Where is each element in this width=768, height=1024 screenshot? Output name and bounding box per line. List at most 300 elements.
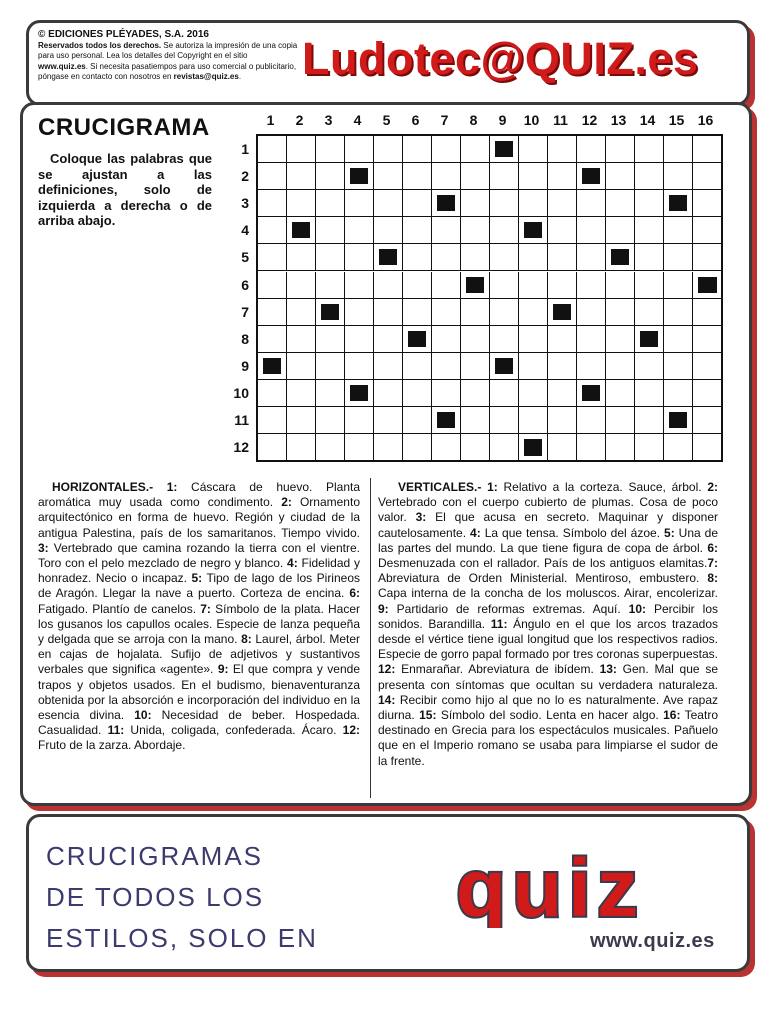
grid-cell[interactable] (287, 380, 316, 407)
clue-text: Fatigado. Plantío de canelos. (38, 601, 201, 616)
clue-number: 11: (490, 616, 508, 631)
clue-number: 10: (628, 601, 647, 616)
column-number: 16 (697, 112, 714, 128)
grid-cell[interactable] (374, 163, 403, 190)
clue-text: Una de las partes del mundo. La que tiene figura de copa de árbol. (378, 525, 719, 555)
grid-cell[interactable] (606, 136, 635, 163)
grid-cell[interactable] (258, 407, 287, 434)
grid-cell[interactable] (577, 353, 606, 380)
grid-cell[interactable] (345, 407, 374, 434)
black-cell (258, 353, 287, 380)
clue-number: 10: (134, 708, 152, 723)
grid-cell[interactable] (374, 136, 403, 163)
column-number: 5 (382, 112, 391, 128)
grid-cell[interactable] (548, 136, 577, 163)
copyright-site-link[interactable]: www.quiz.es (38, 61, 86, 71)
clue-text: Partidario de reformas extremas. Aquí. (388, 601, 629, 616)
grid-cell[interactable] (664, 299, 693, 326)
grid-cell[interactable] (345, 217, 374, 244)
grid-cell[interactable] (403, 163, 432, 190)
grid-cell[interactable] (548, 353, 577, 380)
copyright-title: © EDICIONES PLÉYADES, S.A. 2016 (38, 29, 209, 40)
black-cell (664, 407, 693, 434)
grid-cell[interactable] (287, 407, 316, 434)
clue-number: 9: (378, 601, 389, 616)
brand-logo: Ludotec@QUIZ.es (302, 33, 699, 84)
grid-cell[interactable] (548, 434, 577, 461)
grid-cell[interactable] (519, 299, 548, 326)
grid-cell[interactable] (258, 434, 287, 461)
grid-cell[interactable] (287, 190, 316, 217)
grid-cell[interactable] (693, 353, 722, 380)
black-cell (287, 217, 316, 244)
promo-line-2: DE TODOS LOS (46, 882, 265, 912)
grid-cell[interactable] (577, 326, 606, 353)
grid-cell[interactable] (664, 434, 693, 461)
copyright-end: . (238, 72, 242, 81)
grid-cell[interactable] (432, 136, 461, 163)
grid-cell[interactable] (258, 299, 287, 326)
column-number: 6 (411, 112, 420, 128)
grid-cell[interactable] (519, 380, 548, 407)
quiz-logo (360, 852, 750, 933)
column-number: 7 (440, 112, 449, 128)
grid-cell[interactable] (374, 326, 403, 353)
grid-cell[interactable] (461, 326, 490, 353)
row-number: 12 (233, 439, 249, 456)
grid-cell[interactable] (490, 244, 519, 271)
column-number: 8 (469, 112, 478, 128)
promo-line-3: ESTILOS, SOLO EN (46, 923, 318, 953)
column-number: 2 (295, 112, 304, 128)
clue-text: Vertebrado con el cuerpo cubierto de plumas. Cosa de poco valor. (378, 495, 718, 525)
grid-cell[interactable] (461, 407, 490, 434)
column-number: 14 (639, 112, 656, 128)
grid-cell[interactable] (287, 136, 316, 163)
row-number: 2 (241, 168, 249, 185)
clues-divider (370, 478, 371, 798)
promo-text (46, 836, 318, 959)
grid-cell[interactable] (316, 217, 345, 244)
grid-cell[interactable] (461, 244, 490, 271)
grid-cell[interactable] (490, 299, 519, 326)
grid-cell[interactable] (490, 272, 519, 299)
column-number: 4 (353, 112, 362, 128)
grid-cell[interactable] (490, 217, 519, 244)
grid-cell[interactable] (693, 434, 722, 461)
black-cell (403, 326, 432, 353)
clue-text: Capa interna de la concha de los moluscos. Airar, encolerizar. (378, 586, 718, 601)
grid-cell[interactable] (490, 163, 519, 190)
black-cell (519, 217, 548, 244)
grid-cell[interactable] (635, 190, 664, 217)
grid-cell[interactable] (664, 353, 693, 380)
grid-cell[interactable] (258, 326, 287, 353)
column-number: 12 (581, 112, 598, 128)
grid-cell[interactable] (519, 244, 548, 271)
grid-cell[interactable] (345, 434, 374, 461)
quiz-logo-text: quiz (456, 852, 644, 928)
grid-cell[interactable] (664, 272, 693, 299)
clue-text: Relativo a la corteza. Sauce, árbol. (497, 480, 708, 494)
grid-cell[interactable] (403, 217, 432, 244)
column-number: 11 (553, 112, 568, 128)
grid-cell[interactable] (606, 353, 635, 380)
grid-cell[interactable] (693, 299, 722, 326)
grid-cell[interactable] (316, 190, 345, 217)
column-number: 10 (523, 112, 540, 128)
grid-cell[interactable] (664, 326, 693, 353)
grid-cell[interactable] (287, 434, 316, 461)
grid-cell[interactable] (345, 299, 374, 326)
row-number: 10 (233, 384, 249, 401)
grid-cell[interactable] (432, 434, 461, 461)
grid-cell[interactable] (693, 163, 722, 190)
grid-cell[interactable] (635, 353, 664, 380)
grid-cell[interactable] (490, 434, 519, 461)
grid-cell[interactable] (693, 190, 722, 217)
clue-number: 2: (707, 480, 718, 494)
black-cell (432, 407, 461, 434)
grid-cell[interactable] (374, 217, 403, 244)
clue-number: 14: (378, 692, 396, 707)
promo-url[interactable]: www.quiz.es (590, 930, 715, 952)
grid-cell[interactable] (548, 326, 577, 353)
clue-number: 4: (470, 525, 481, 540)
vertical-clues (378, 480, 718, 769)
grid-cell[interactable] (258, 217, 287, 244)
grid-cell[interactable] (635, 244, 664, 271)
clue-text: Ángulo en el que los arcos trazados desde el vértice tiene igual longitud que los respectivos radios. Especie de gorro papal formado por tres coronas superpuestas. (378, 616, 718, 662)
grid-cell[interactable] (374, 380, 403, 407)
horizontal-clues (38, 480, 360, 754)
grid-cell[interactable] (403, 244, 432, 271)
clue-text: Laurel, árbol. Meter en cajas de hojalata. Sufijo de adjetivos y sustantivos verbales que significa «agente». (38, 632, 361, 677)
clue-number: 12: (378, 662, 396, 677)
grid-cell[interactable] (403, 434, 432, 461)
grid-cell[interactable] (548, 380, 577, 407)
grid-cell[interactable] (635, 136, 664, 163)
column-number: 3 (324, 112, 333, 128)
grid-cell[interactable] (432, 244, 461, 271)
grid-cell[interactable] (693, 217, 722, 244)
clue-number: 12: (342, 723, 360, 738)
grid-cell[interactable] (258, 272, 287, 299)
clue-text: Percibir los sonidos. Barandilla. (378, 601, 718, 631)
black-cell (432, 190, 461, 217)
grid-cell[interactable] (461, 380, 490, 407)
clue-text: El que acusa en secreto. Maquinar y disponer cautelosamente. (378, 510, 719, 540)
clue-number: 3: (415, 510, 427, 525)
clue-number: 8: (707, 571, 718, 586)
clue-number: 9: (217, 662, 229, 677)
grid-cell[interactable] (461, 163, 490, 190)
grid-cell[interactable] (664, 217, 693, 244)
grid-cell[interactable] (635, 163, 664, 190)
grid-cell[interactable] (258, 190, 287, 217)
column-number: 13 (610, 112, 627, 128)
puzzle-title: CRUCIGRAMA (38, 114, 210, 141)
grid-cell[interactable] (316, 353, 345, 380)
clue-number: 8: (241, 632, 252, 647)
grid-cell[interactable] (432, 353, 461, 380)
grid-cell[interactable] (258, 244, 287, 271)
grid-cell[interactable] (461, 136, 490, 163)
clue-text: La que tensa. Símbolo del ázoe. (480, 525, 665, 540)
clues-heading: HORIZONTALES.- (52, 480, 167, 494)
column-number: 9 (498, 112, 507, 128)
grid-cell[interactable] (519, 407, 548, 434)
grid-cell[interactable] (432, 217, 461, 244)
grid-cell[interactable] (606, 190, 635, 217)
copyright-rights: Reservados todos los derechos. (38, 40, 162, 50)
grid-cell[interactable] (345, 272, 374, 299)
black-cell (548, 299, 577, 326)
black-cell (664, 190, 693, 217)
grid-cell[interactable] (403, 407, 432, 434)
grid-cell[interactable] (664, 136, 693, 163)
grid-cell[interactable] (461, 434, 490, 461)
grid-cell[interactable] (287, 272, 316, 299)
grid-cell[interactable] (316, 244, 345, 271)
grid-cell[interactable] (345, 190, 374, 217)
black-cell (461, 272, 490, 299)
grid-cell[interactable] (577, 244, 606, 271)
grid-cell[interactable] (490, 326, 519, 353)
clue-number: 4: (287, 556, 298, 571)
grid-cell[interactable] (345, 326, 374, 353)
clue-number: 6: (707, 540, 718, 555)
grid-cell[interactable] (635, 217, 664, 244)
grid-cell[interactable] (316, 380, 345, 407)
grid-cell[interactable] (577, 136, 606, 163)
grid-cell[interactable] (606, 299, 635, 326)
grid-cell[interactable] (548, 217, 577, 244)
row-number: 5 (241, 249, 249, 266)
copyright-text-2: . Si necesita pasatiempos para uso comercial o publicitario, póngase en contacto con nosotros en (38, 61, 297, 81)
clue-number: 1: (166, 480, 178, 494)
grid-cell[interactable] (490, 380, 519, 407)
clue-number: 3: (38, 540, 49, 555)
grid-cell[interactable] (548, 163, 577, 190)
clue-number: 13: (599, 662, 617, 677)
clue-number: 5: (664, 525, 675, 540)
clue-number: 7: (200, 601, 211, 616)
clue-number: 6: (349, 586, 360, 601)
grid-cell[interactable] (577, 272, 606, 299)
grid-cell[interactable] (664, 380, 693, 407)
black-cell (490, 136, 519, 163)
grid-cell[interactable] (519, 353, 548, 380)
grid-cell[interactable] (432, 163, 461, 190)
black-cell (316, 299, 345, 326)
grid-cell[interactable] (374, 434, 403, 461)
grid-cell[interactable] (606, 434, 635, 461)
grid-cell[interactable] (345, 244, 374, 271)
grid-cell[interactable] (461, 190, 490, 217)
clue-number: 5: (191, 571, 203, 586)
grid-cell[interactable] (287, 353, 316, 380)
puzzle-instructions: Coloque las palabras que se ajustan a las definiciones, solo de izquierda a derecha o de arriba abajo. (38, 151, 212, 228)
black-cell (374, 244, 403, 271)
copyright-notice (38, 30, 298, 83)
grid-cell[interactable] (577, 299, 606, 326)
grid-cell[interactable] (664, 244, 693, 271)
clue-text: Teatro destinado en Grecia para los espectáculos musicales. Pañuelo que en el Imperio romano se usaba para limpiarse el sudor de la frente. (378, 708, 718, 768)
clue-text: Desmenuzada con el rallador. País de los antiguos elamitas. (378, 556, 708, 571)
grid-cell[interactable] (519, 272, 548, 299)
clue-number: 7: (707, 556, 718, 571)
grid-cell[interactable] (548, 190, 577, 217)
clue-number: 16: (663, 708, 681, 723)
grid-cell[interactable] (403, 272, 432, 299)
grid-cell[interactable] (577, 217, 606, 244)
clue-number: 1: (487, 480, 498, 494)
grid-cell[interactable] (635, 272, 664, 299)
grid-cell[interactable] (693, 380, 722, 407)
grid-cell[interactable] (374, 190, 403, 217)
grid-cell[interactable] (693, 244, 722, 271)
clue-text: Enmarañar. Abreviatura de ibídem. (395, 662, 600, 677)
grid-cell[interactable] (693, 326, 722, 353)
clue-text: El que compra y vende trapos y objetos usados. En el budismo, bienaventuranza obtenida por la absorción e incorporación del individuo en la esencia divina. (38, 662, 360, 723)
grid-cell[interactable] (635, 380, 664, 407)
grid-cell[interactable] (519, 136, 548, 163)
copyright-text-1: Se autoriza la impresión de una copia para uso personal. Lea los detalles del Copyright en el sitio (38, 40, 298, 60)
grid-cell[interactable] (287, 244, 316, 271)
grid-cell[interactable] (693, 136, 722, 163)
row-number: 11 (234, 412, 249, 428)
black-cell (606, 244, 635, 271)
column-number: 1 (266, 112, 275, 128)
grid-cell[interactable] (606, 407, 635, 434)
black-cell (490, 353, 519, 380)
grid-cell[interactable] (316, 272, 345, 299)
clue-number: 15: (419, 708, 437, 723)
grid-cell[interactable] (490, 407, 519, 434)
grid-cell[interactable] (548, 272, 577, 299)
clue-text: Fidelidad y honradez. Necio o incapaz. (38, 556, 360, 586)
grid-cell[interactable] (287, 163, 316, 190)
grid-cell[interactable] (519, 163, 548, 190)
grid-cell[interactable] (374, 353, 403, 380)
row-number: 1 (241, 141, 249, 157)
clues-heading: VERTICALES.- (398, 480, 488, 494)
grid-cell[interactable] (287, 326, 316, 353)
clue-text: Recibir como hijo al que no lo es naturalmente. Ave rapaz diurna. (378, 692, 718, 723)
grid-cell[interactable] (316, 434, 345, 461)
black-cell (345, 380, 374, 407)
grid-cell[interactable] (345, 136, 374, 163)
grid-cell[interactable] (693, 407, 722, 434)
copyright-email-link[interactable]: revistas@quiz.es (173, 72, 239, 81)
row-number: 9 (241, 357, 249, 374)
grid-cell[interactable] (635, 407, 664, 434)
column-number: 15 (668, 112, 685, 128)
grid-cell[interactable] (548, 244, 577, 271)
grid-cell[interactable] (606, 272, 635, 299)
row-number: 7 (241, 303, 249, 320)
grid-cell[interactable] (606, 217, 635, 244)
grid-cell[interactable] (461, 299, 490, 326)
black-cell (345, 163, 374, 190)
grid-cell[interactable] (403, 299, 432, 326)
clue-number: 11: (107, 723, 125, 738)
clue-text: Fruto de la zarza. Abordaje. (38, 738, 186, 753)
row-number: 3 (241, 195, 249, 212)
crossword-grid (256, 134, 723, 462)
clue-text: Unida, coligada, confederada. Ácaro. (124, 723, 343, 738)
grid-cell[interactable] (403, 190, 432, 217)
grid-cell[interactable] (258, 136, 287, 163)
grid-cell[interactable] (374, 299, 403, 326)
grid-cell[interactable] (635, 299, 664, 326)
black-cell (635, 326, 664, 353)
grid-cell[interactable] (403, 136, 432, 163)
grid-cell[interactable] (374, 272, 403, 299)
grid-cell[interactable] (548, 407, 577, 434)
grid-cell[interactable] (577, 190, 606, 217)
row-number: 4 (241, 222, 249, 239)
grid-cell[interactable] (432, 299, 461, 326)
row-number: 6 (241, 276, 249, 293)
clue-text: Vertebrado que camina rozando la tierra con el vientre. Toro con el pelo mezclado de negro y blanco. (38, 540, 360, 571)
grid-cell[interactable] (432, 326, 461, 353)
grid-cell[interactable] (461, 353, 490, 380)
grid-cell[interactable] (432, 380, 461, 407)
clue-number: 2: (281, 495, 292, 510)
black-cell (519, 434, 548, 461)
grid-cell[interactable] (577, 407, 606, 434)
clue-text: Símbolo del sodio. Lenta en hacer algo. (436, 708, 664, 723)
grid-cell[interactable] (403, 353, 432, 380)
grid-cell[interactable] (519, 190, 548, 217)
grid-cell[interactable] (606, 326, 635, 353)
clue-text: Símbolo de la plata. Hacer los gusanos los capullos ocales. Especie de lanza pequeña y delgada que se arroja con la mano. (38, 601, 360, 647)
grid-cell[interactable] (432, 272, 461, 299)
black-cell (577, 163, 606, 190)
grid-cell[interactable] (345, 353, 374, 380)
grid-cell[interactable] (287, 299, 316, 326)
clue-text: Tipo de lago de los Pirineos de Aragón. Llegar la nave a puerto. Corteza de encina. (38, 571, 360, 601)
row-number: 8 (241, 330, 249, 347)
grid-cell[interactable] (606, 163, 635, 190)
black-cell (577, 380, 606, 407)
grid-cell[interactable] (374, 407, 403, 434)
grid-cell[interactable] (635, 434, 664, 461)
grid-cell[interactable] (461, 217, 490, 244)
grid-cell[interactable] (664, 163, 693, 190)
black-cell (693, 272, 722, 299)
grid-cell[interactable] (403, 380, 432, 407)
grid-cell[interactable] (606, 380, 635, 407)
grid-cell[interactable] (316, 163, 345, 190)
clue-text: Ornamento arquitectónico en forma de huevo. Región y ciudad de la antigua Palestina, país de los samaritanos. Tiempo vivido. (38, 495, 360, 540)
clue-text: Abreviatura de Orden Ministerial. Mentiroso, embustero. (378, 571, 708, 586)
grid-cell[interactable] (577, 434, 606, 461)
clue-text: Gen. Mal que se presenta con síntomas que ocultan su verdadera naturaleza. (378, 662, 718, 692)
clue-text: Necesidad de beber. Hospedada. Casualidad. (38, 708, 361, 738)
grid-cell[interactable] (316, 407, 345, 434)
grid-cell[interactable] (258, 163, 287, 190)
clue-text: Cáscara de huevo. Planta aromática muy usada como condimento. (38, 480, 361, 510)
grid-cell[interactable] (490, 190, 519, 217)
grid-cell[interactable] (316, 326, 345, 353)
grid-cell[interactable] (316, 136, 345, 163)
grid-cell[interactable] (519, 326, 548, 353)
grid-cell[interactable] (258, 380, 287, 407)
promo-line-1: CRUCIGRAMAS (46, 841, 264, 871)
